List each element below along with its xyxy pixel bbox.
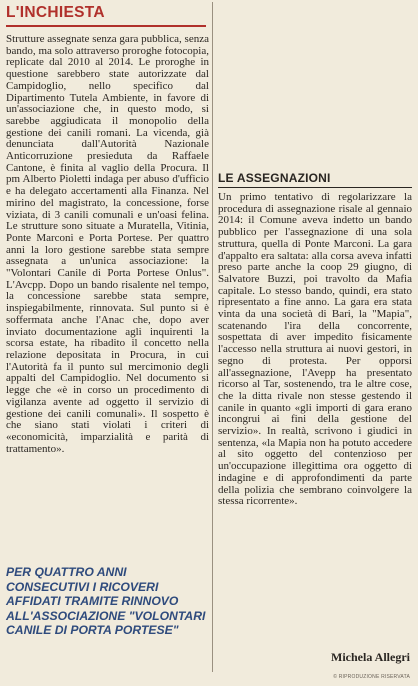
article-body-left: Strutture assegnate senza gara pubblica, senza bando, ma solo attraverso proroghe fotocopia, replicate dal 2010 al 2014. Le proroghe in questione sarebbero state autorizzate dal Campidoglio, nello specifico dal Dipartimento Tutela Ambiente, in favore di un'associazione che, in questo modo, si sarebbe aggiudicata il monopolio della gestione dei canili romani. La vicenda, già denunciata dall'Autorità Nazionale Anticorruzione presieduta da Raffaele Cantone, è finita al vaglio della Procura. Il pm Alberto Pioletti indaga per abuso d'ufficio e ha delegato accertamenti alla Finanza. Nel mirino del magistrato, la concessione, forse viziata, di 3 canili comunali e un'oasi felina. Le strutture sono situate a Muratella, Vitinia, Ponte Marconi e Porta Portese. Per quattro anni la loro gestione sarebbe stata sempre assegnata a un'unica associazione: la "Volontari Canile di Porta Portese Onlus". L'Avcpp. Dopo un bando risalente nel tempo, la concessione sarebbe stata sempre, inspiegabilmente, rinnovata. Sul punto si è soffermata anche l'Anac che, dopo aver inviato documentazione agli inquirenti la scorsa estate, ha ribadito il concetto nella relazione depositata in Procura, in cui l'Autorità fa il punto sul mercimonio degli appalti del Campidoglio. Nel documento si legge che «è in corso un procedimento di vigilanza avente ad oggetto il servizio di gestione dei canili comunali». Il sospetto è che siano stati violati i criteri di «economicità, imparzialità e parità di trattamento». (6, 34, 209, 455)
kicker-rule (6, 25, 206, 27)
copyright-notice: © RIPRODUZIONE RISERVATA (333, 674, 410, 680)
article-body-right: Un primo tentativo di regolarizzare la procedura di assegnazione risale al gennaio 2014: il Comune aveva indetto un bando pubblico per l'assegnazione di una sola struttura, quella di Ponte Marconi. La gara d'appalto era saltata: alla corsa aveva infatti preso parte anche la coop 29 giugno, di Salvatore Buzzi, poi travolto da Mafia capitale. Lo stesso bando, quindi, era stato ripresentato a fine anno. La gara era stata vinta da una società di Bari, la "Mapia", scatenando l'ira della concorrente, sospettata di aver impedito fisicamente l'accesso nella struttura ai nuovi gestori, in segno di protesta. Per opporsi all'assegnazione, l'Avepp ha presentato ricorso al Tar, sostenendo, tra le altre cose, che la ditta rivale non stesse gestendo il canile in quanto «gli importi di gara erano incongrui ai fini della gestione del servizio». In realtà, scrivono i giudici in sentenza, «la Mapia non ha potuto accedere al sito oggetto del contenzioso per un'occupazione illegittima ora oggetto di indagine e di approfondimenti da parte della polizia che sembrano coinvolgere la stessa ricorrente». (218, 192, 412, 508)
article-column-right-top (218, 0, 412, 168)
kicker-label: L'INCHIESTA (6, 4, 105, 21)
pull-quote: PER QUATTRO ANNI CONSECUTIVI I RICOVERI AFFIDATI TRAMITE RINNOVO ALL'ASSOCIAZIONE "VOLONTARI CANILE DI PORTA PORTESE" (6, 565, 206, 638)
column-divider (212, 2, 213, 672)
article-column-right (218, 192, 412, 642)
author-byline: Michela Allegri (331, 650, 410, 664)
section-heading: LE ASSEGNAZIONI (218, 171, 412, 188)
article-column-left (6, 34, 209, 556)
